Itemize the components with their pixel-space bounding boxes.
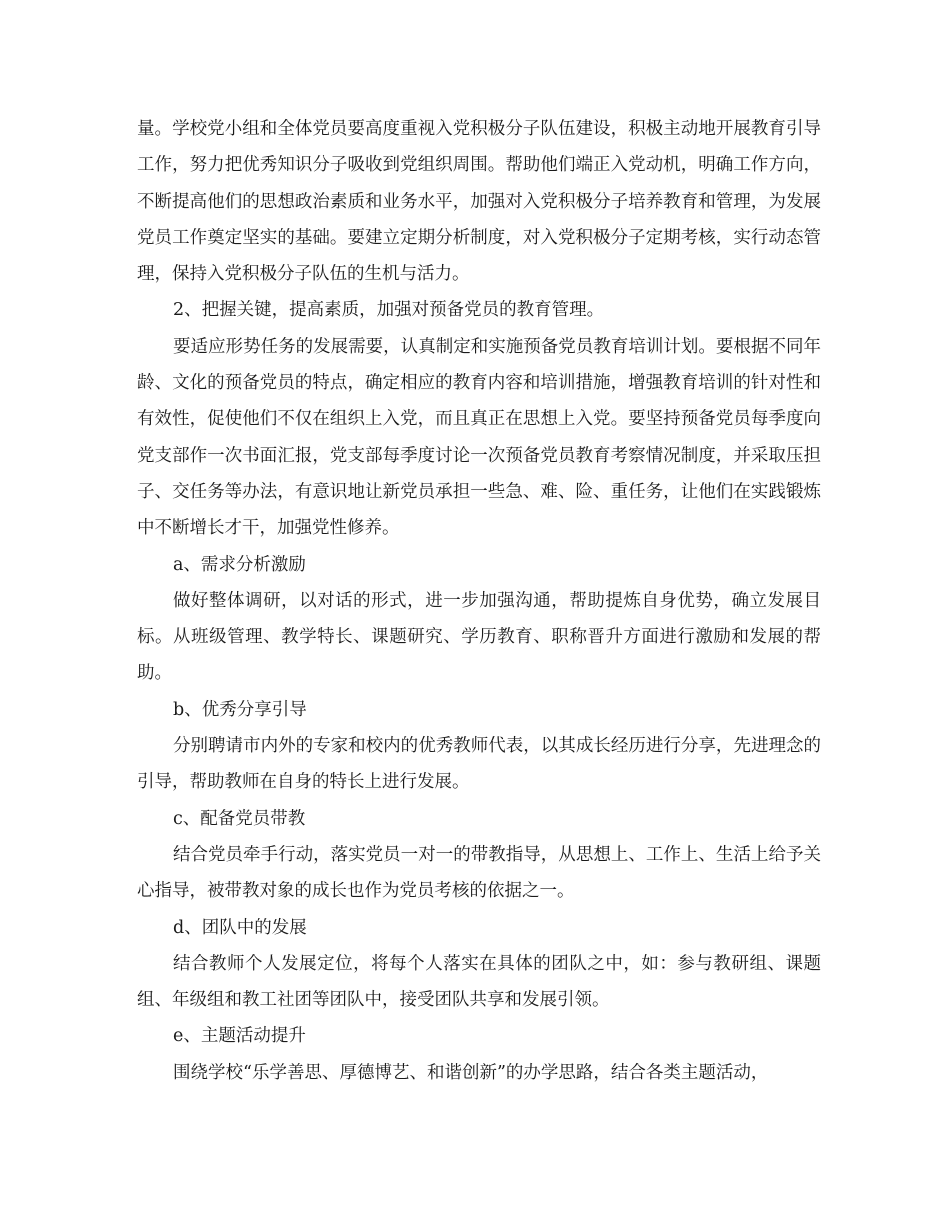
paragraph-body: 结合党员牵手行动，落实党员一对一的带教指导，从思想上、工作上、生活上给予关心指导，被带教对象的成长也作为党员考核的依据之一。 (137, 844, 821, 902)
subsection-heading-c: c、配备党员带教 (173, 808, 306, 829)
subsection-heading-a: a、需求分析激励 (173, 554, 306, 575)
subsection-heading-b: b、优秀分享引导 (173, 699, 307, 720)
subsection-heading-e: e、主题活动提升 (173, 1026, 306, 1047)
paragraph-body: 围绕学校“乐学善思、厚德博艺、和谐创新”的办学思路，结合各类主题活动， (173, 1062, 769, 1083)
paragraph-body: 要适应形势任务的发展需要，认真制定和实施预备党员教育培训计划。要根据不同年龄、文化的预备党员的特点，确定相应的教育内容和培训措施，增强教育培训的针对性和有效性，促使他们不仅在组织上入党，而且真正在思想上入党。要坚持预备党员每季度向党支部作一次书面汇报，党支部每季度讨论一次预备党员教育考察情况制度，并采取压担子、交任务等办法，有意识地让新党员承担一些急、难、险、重任务，让他们在实践锻炼中不断增长才干，加强党性修养。 (137, 336, 821, 539)
subsection-heading-d: d、团队中的发展 (173, 917, 307, 938)
document-page (137, 111, 821, 1091)
paragraph-body: 量。学校党小组和全体党员要高度重视入党积极分子队伍建设，积极主动地开展教育引导工作，努力把优秀知识分子吸收到党组织周围。帮助他们端正入党动机，明确工作方向，不断提高他们的思想政治素质和业务水平，加强对入党积极分子培养教育和管理，为发展党员工作奠定坚实的基础。要建立定期分析制度，对入党积极分子定期考核，实行动态管理，保持入党积极分子队伍的生机与活力。 (137, 119, 821, 285)
paragraph-body: 做好整体调研，以对话的形式，进一步加强沟通，帮助提炼自身优势，确立发展目标。从班级管理、教学特长、课题研究、学历教育、职称晋升方面进行激励和发展的帮助。 (137, 590, 821, 684)
paragraph-body: 分别聘请市内外的专家和校内的优秀教师代表，以其成长经历进行分享，先进理念的引导，帮助教师在自身的特长上进行发展。 (137, 736, 821, 793)
paragraph-body: 结合教师个人发展定位，将每个人落实在具体的团队之中，如：参与教研组、课题组、年级组和教工社团等团队中，接受团队共享和发展引领。 (137, 953, 821, 1011)
section-heading: 2、把握关键，提高素质，加强对预备党员的教育管理。 (173, 300, 605, 321)
